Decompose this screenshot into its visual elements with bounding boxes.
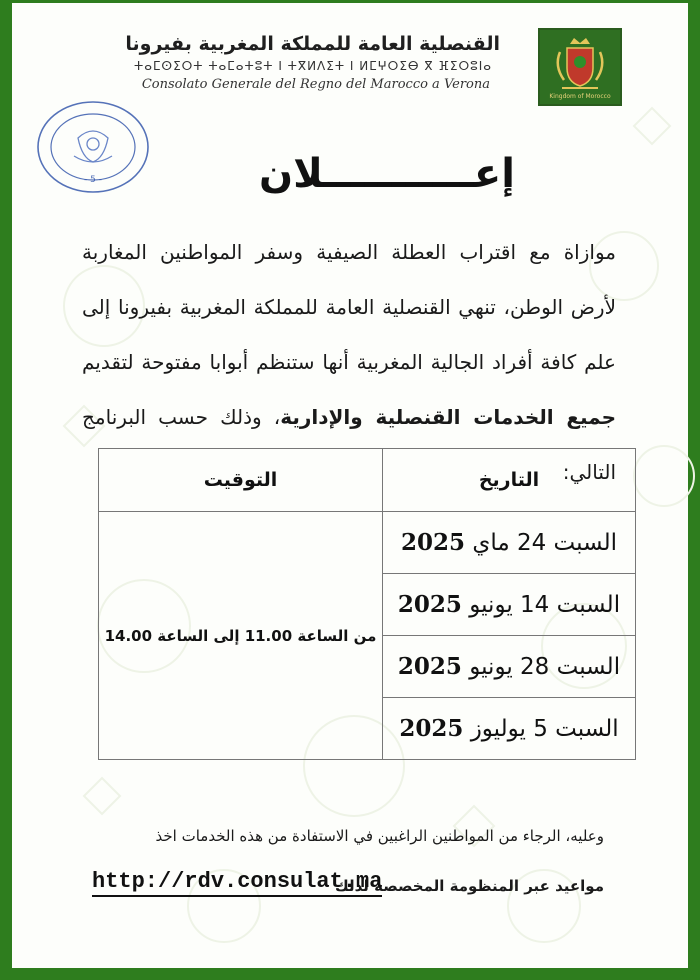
date-day: السبت 5 يوليوز: [470, 716, 619, 742]
time-cell: من الساعة 11.00 إلى الساعة 14.00: [99, 512, 383, 760]
date-year: 2025: [400, 529, 465, 556]
paragraph-part-2: ، وذلك حسب البرنامج التالي:: [82, 405, 616, 484]
date-year: 2025: [397, 653, 462, 680]
table-header-row: [99, 449, 636, 512]
date-year: 2025: [397, 591, 462, 618]
header-time: التوقيت: [99, 449, 383, 512]
appointment-url-link[interactable]: http://rdv.consulat.ma: [92, 869, 382, 897]
schedule-table: [98, 448, 636, 760]
header-date: التاريخ: [383, 449, 636, 512]
paragraph-part-1: موازاة مع اقتراب العطلة الصيفية وسفر المواطنين المغاربة لأرض الوطن، تنهي القنصلية العامة للمملكة المغربية بفيرونا إلى علم كافة أفراد الجالية المغربية أنها ستنظم أبوابا مفتوحة لتقديم: [82, 240, 616, 374]
date-cell: [383, 698, 636, 760]
header-arabic-title: القنصلية العامة للمملكة المغربية بفيرونا: [125, 33, 500, 55]
title-text: إعـــــــــــلان: [259, 151, 515, 197]
date-day: السبت 24 ماي: [472, 530, 618, 556]
moroccan-coat-of-arms-icon: [538, 28, 622, 106]
footer-line-2: مواعيد عبر المنظومة المخصصة لذلك: [334, 877, 604, 895]
consulate-stamp-icon: [34, 98, 152, 196]
table-row: [99, 512, 636, 574]
date-cell: [383, 636, 636, 698]
paragraph-bold-services: جميع الخدمات القنصلية والإدارية: [280, 405, 616, 429]
header-italian-title: Consolato Generale del Regno del Marocco a Verona: [141, 77, 490, 92]
date-day: السبت 14 يونيو: [469, 592, 621, 618]
date-year: 2025: [399, 715, 464, 742]
emblem-caption: Kingdom of Morocco: [549, 93, 611, 100]
date-cell: [383, 574, 636, 636]
header-tifinagh-title: ⵜⴰⵎⵙⵉⵔⵜ ⵜⴰⵎⴰⵜⵓⵜ ⵏ ⵜⴳⵍⴷⵉⵜ ⵏ ⵍⵎⵖⵔⵉⴱ ⴳ ⴼⵉⵔⵓⵏⴰ: [134, 59, 492, 73]
date-day: السبت 28 يونيو: [469, 654, 621, 680]
footer-line-1: وعليه، الرجاء من المواطنين الراغبين في الاستفادة من هذه الخدمات اخذ: [155, 827, 604, 845]
date-cell: [383, 512, 636, 574]
svg-text:- 5 -: - 5 -: [84, 175, 102, 185]
announcement-title: [242, 151, 532, 203]
